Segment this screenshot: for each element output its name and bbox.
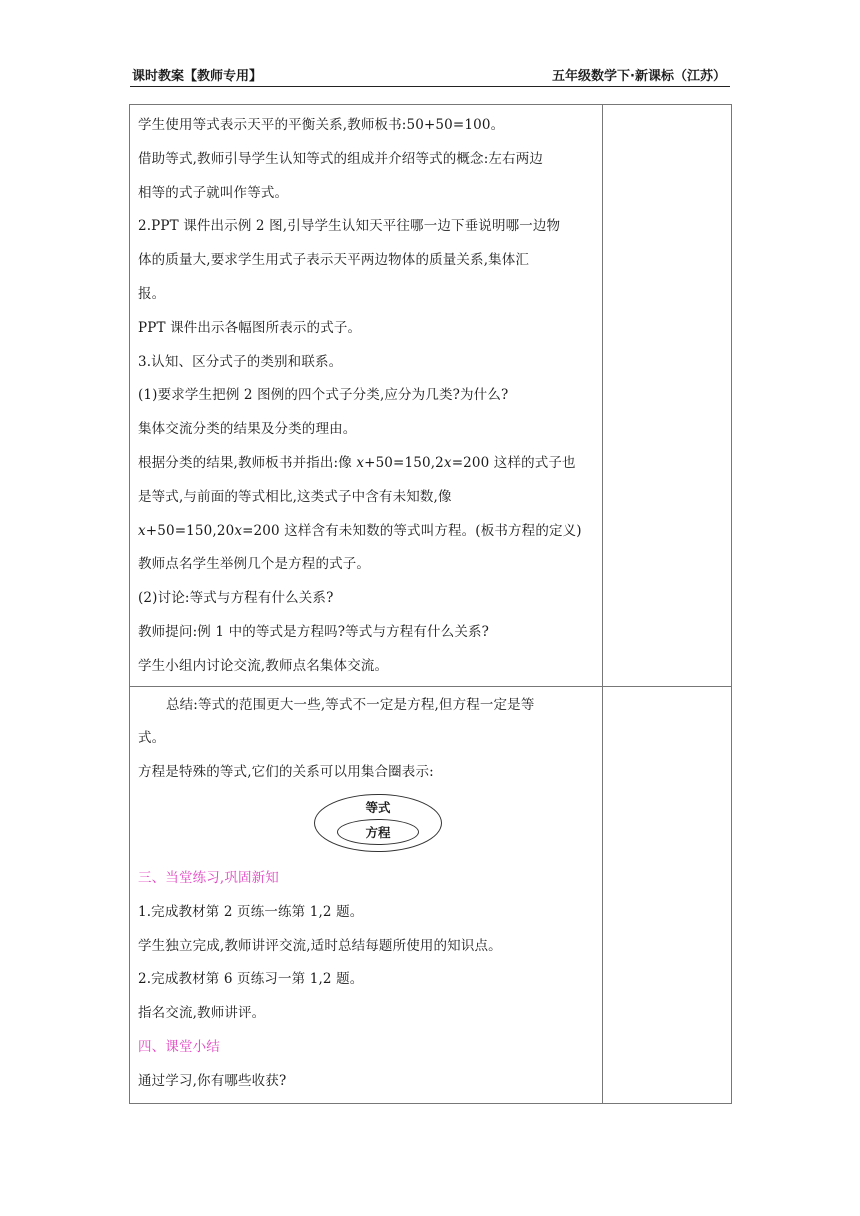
header-right-title: 五年级数学下·新课标（江苏）: [552, 69, 726, 84]
text-line: 报。: [138, 285, 166, 302]
text-span: 根据分类的结果,教师板书并指出:像: [138, 454, 357, 471]
text-line: 体的质量大,要求学生用式子表示天平两边物体的质量关系,集体汇: [138, 252, 530, 269]
venn-inner-label: 方程: [365, 824, 391, 840]
text-line: 指名交流,教师讲评。: [138, 1005, 266, 1022]
text-line: 3.认知、区分式子的类别和联系。: [138, 353, 343, 370]
table-row: [130, 686, 732, 1103]
variable-x: x: [443, 454, 452, 471]
text-line: PPT 课件出示各幅图所表示的式子。: [138, 319, 362, 336]
venn-outer-label: 等式: [365, 799, 391, 815]
text-span: +50=150,2: [364, 454, 444, 471]
notes-cell: [603, 105, 732, 687]
text-line: (1)要求学生把例 2 图例的四个式子分类,应分为几类?为什么?: [138, 387, 509, 404]
text-line: (2)讨论:等式与方程有什么关系?: [138, 590, 334, 607]
text-span: =200 这样含有未知数的等式叫方程。(板书方程的定义): [242, 522, 582, 539]
text-line: 1.完成教材第 2 页练一练第 1,2 题。: [138, 903, 364, 920]
text-line: 是等式,与前面的等式相比,这类式子中含有未知数,像: [138, 488, 452, 505]
notes-cell: [603, 686, 732, 1103]
section-heading-practice: 三、当堂练习,巩固新知: [138, 869, 279, 886]
text-line: 通过学习,你有哪些收获?: [138, 1072, 287, 1089]
text-line: 学生小组内讨论交流,教师点名集体交流。: [138, 657, 389, 674]
header-left-title: 课时教案【教师专用】: [132, 69, 263, 84]
text-line: 2.完成教材第 6 页练习一第 1,2 题。: [138, 971, 364, 988]
lesson-plan-table: [129, 104, 732, 1104]
variable-x: x: [234, 522, 243, 539]
table-row: [130, 105, 732, 687]
text-line: 学生独立完成,教师讲评交流,适时总结每题所使用的知识点。: [138, 937, 502, 954]
text-line: 学生使用等式表示天平的平衡关系,教师板书:50+50=100。: [138, 117, 505, 133]
summary-line: 总结:等式的范围更大一些,等式不一定是方程,但方程一定是等: [166, 696, 535, 713]
equation-line: [138, 515, 596, 549]
content-cell: [130, 686, 603, 1103]
text-span: =200 这样的式子也: [451, 454, 576, 471]
text-line: 教师点名学生举例几个是方程的式子。: [138, 556, 371, 573]
text-line: 集体交流分类的结果及分类的理由。: [138, 421, 357, 438]
summary-line: 式。: [138, 730, 166, 747]
relation-line: 方程是特殊的等式,它们的关系可以用集合圈表示:: [138, 764, 434, 781]
text-line: 教师提问:例 1 中的等式是方程吗?等式与方程有什么关系?: [138, 623, 490, 640]
page-header: [130, 62, 730, 87]
section-heading-summary: 四、课堂小结: [138, 1038, 220, 1055]
text-line: 借助等式,教师引导学生认知等式的组成并介绍等式的概念:左右两边: [138, 150, 543, 167]
equation-line: [138, 447, 596, 481]
variable-x: x: [138, 522, 146, 539]
text-span: +50=150,20: [145, 522, 235, 539]
variable-x: x: [356, 454, 365, 471]
content-cell: [130, 105, 603, 687]
venn-diagram: [138, 792, 596, 858]
text-line: 2.PPT 课件出示例 2 图,引导学生认知天平往哪一边下垂说明哪一边物: [138, 218, 561, 235]
text-line: 相等的式子就叫作等式。: [138, 184, 289, 201]
